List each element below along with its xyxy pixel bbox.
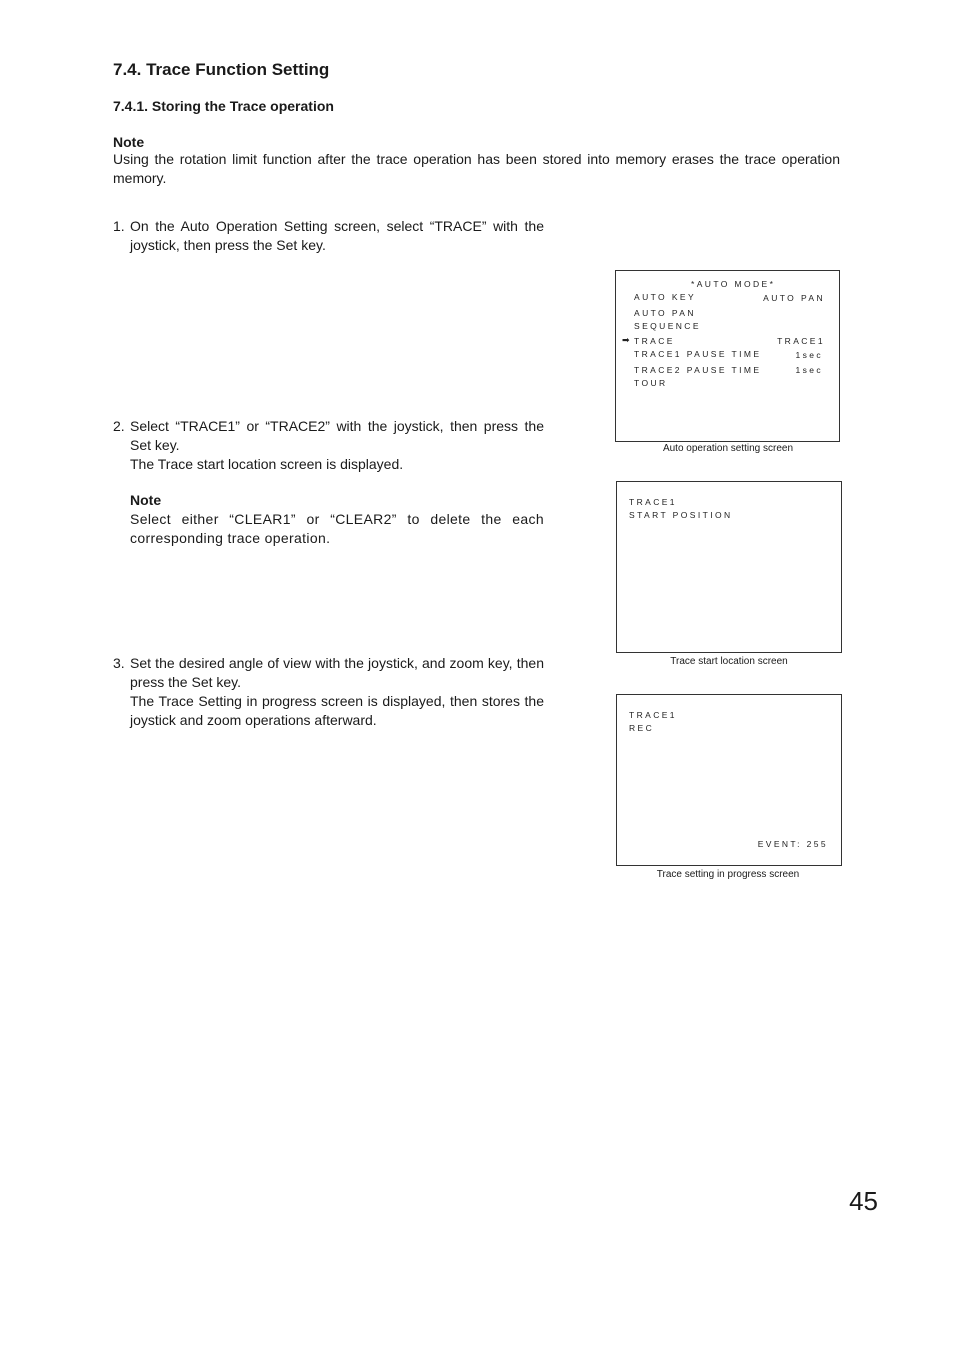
menu-row-label: TOUR — [634, 378, 668, 388]
note-block — [113, 134, 840, 188]
menu-row-value: TRACE1 — [777, 336, 825, 346]
step-subtext: The Trace Setting in progress screen is displayed, then stores the joystick and zoom operations afterward. — [130, 693, 544, 728]
step-subtext: The Trace start location screen is displayed. — [130, 456, 404, 472]
step-number: 3. — [113, 655, 125, 671]
menu-row-label: TRACE2 PAUSE TIME — [634, 365, 762, 375]
screen-caption: Trace start location screen — [670, 656, 788, 667]
step-note-text: Select either “CLEAR1” or “CLEAR2” to delete the each corresponding trace operation. — [130, 511, 544, 546]
menu-row-value: 1sec — [795, 365, 823, 375]
screen-caption: Auto operation setting screen — [662, 443, 794, 454]
event-counter: EVENT: 255 — [757, 839, 828, 849]
menu-row-label: AUTO KEY — [634, 292, 697, 302]
note-text: Using the rotation limit function after the trace operation has been stored into memory erases the trace operation memory. — [113, 151, 840, 186]
menu-row-label: SEQUENCE — [634, 321, 701, 331]
menu-row-label: TRACE — [634, 336, 675, 346]
step-text: On the Auto Operation Setting screen, select “TRACE” with the joystick, then press the Set key. — [130, 218, 544, 253]
step-number: 2. — [113, 418, 125, 434]
trace-start-screen — [616, 481, 842, 653]
menu-row-label: AUTO PAN — [634, 308, 696, 318]
step-number: 1. — [113, 218, 125, 234]
screen-line: TRACE1 — [629, 497, 677, 507]
auto-mode-screen — [615, 270, 840, 442]
screen-line: TRACE1 — [629, 710, 677, 720]
cursor-arrow-icon: ➡ — [622, 335, 630, 345]
step-3 — [113, 654, 544, 730]
note-title: Note — [113, 134, 145, 150]
step-1 — [113, 217, 544, 255]
screen-caption: Trace setting in progress screen — [656, 869, 800, 880]
menu-row-value: AUTO PAN — [763, 293, 825, 303]
screen-line: START POSITION — [629, 510, 733, 520]
screen-header: *AUTO MODE* — [691, 279, 776, 289]
menu-row-label: TRACE1 PAUSE TIME — [634, 349, 762, 359]
page-number: 45 — [849, 1186, 878, 1216]
step-note-title: Note — [130, 492, 162, 508]
trace-rec-screen — [616, 694, 842, 866]
step-text: Select “TRACE1” or “TRACE2” with the joystick, then press the Set key. — [130, 418, 544, 453]
menu-row-value: 1sec — [795, 350, 823, 360]
screen-line: REC — [629, 723, 655, 733]
section-title: 7.4. Trace Function Setting — [113, 60, 330, 79]
subsection-title: 7.4.1. Storing the Trace operation — [113, 98, 334, 114]
step-text: Set the desired angle of view with the joystick, and zoom key, then press the Set key. — [130, 655, 544, 690]
step-2 — [113, 417, 544, 548]
